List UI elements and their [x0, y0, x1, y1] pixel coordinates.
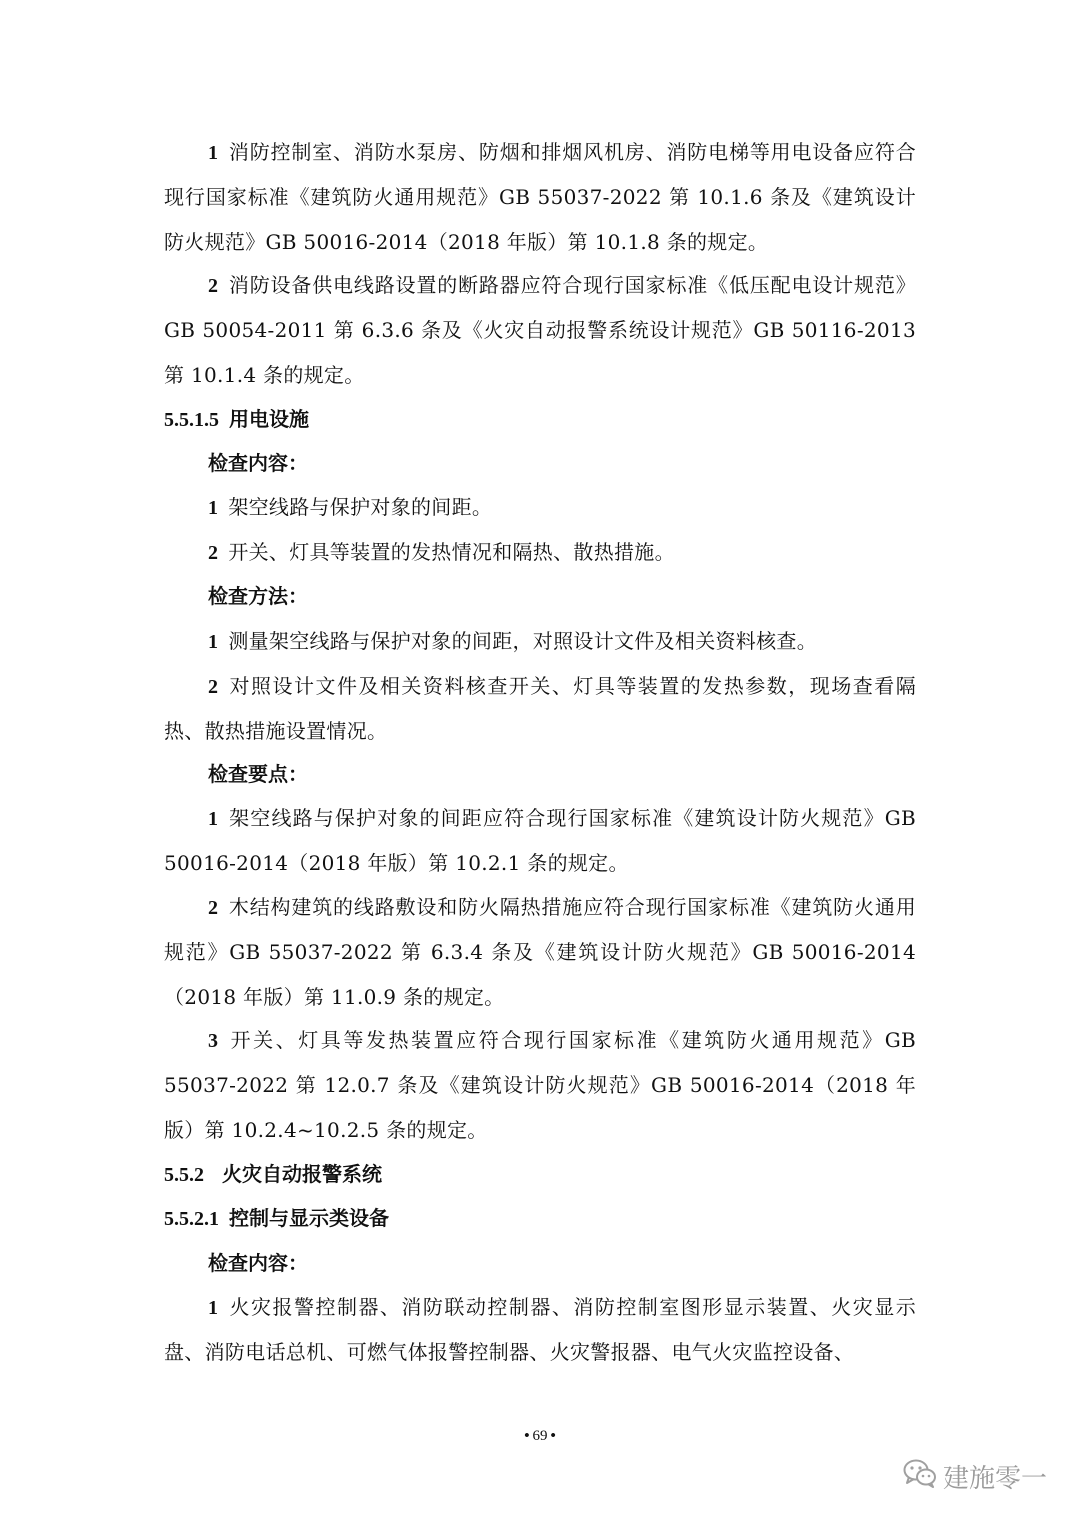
- watermark-text: 建施零一: [943, 1463, 1048, 1494]
- item-number: 2: [208, 676, 219, 698]
- item-number: 1: [208, 631, 219, 653]
- item-text: 开关、灯具等发热装置应符合现行国家标准《建筑防火通用规范》GB 55037-2022 第 12.0.7 条及《建筑设计防火规范》GB 50016-2014（2018 年版）第 10.2.4~10.2.5 条的规定。: [164, 1028, 916, 1142]
- item-text: 消防设备供电线路设置的断路器应符合现行国家标准《低压配电设计规范》GB 50054-2011 第 6.3.6 条及《火灾自动报警系统设计规范》GB 50116-2013 第 10.1.4 条的规定。: [164, 273, 916, 387]
- list-item: [164, 1018, 916, 1152]
- subheading: 检查内容：: [208, 1251, 308, 1275]
- item-number: 1: [208, 1297, 219, 1319]
- list-item: [164, 885, 916, 1019]
- section-title: 用电设施: [229, 407, 309, 431]
- item-number: 1: [208, 497, 219, 519]
- item-number: 2: [208, 542, 219, 564]
- section-heading: [164, 1196, 389, 1241]
- section-number: 5.5.2: [164, 1164, 204, 1186]
- watermark: [903, 1456, 1047, 1496]
- list-item: [164, 263, 916, 397]
- subheading: 检查方法：: [208, 584, 308, 608]
- list-item: [164, 130, 916, 264]
- item-text: 测量架空线路与保护对象的间距，对照设计文件及相关资料核查。: [228, 629, 818, 653]
- subheading: 检查内容：: [208, 451, 308, 475]
- page-number-dot-right: •: [550, 1428, 556, 1444]
- item-number: 1: [208, 142, 219, 164]
- section-number: 5.5.2.1: [164, 1208, 219, 1230]
- item-text: 对照设计文件及相关资料核查开关、灯具等装置的发热参数，现场查看隔热、散热措施设置情况。: [164, 674, 916, 744]
- section-title: 火灾自动报警系统: [222, 1162, 382, 1186]
- item-text: 架空线路与保护对象的间距。: [228, 495, 493, 519]
- section-heading: [164, 1152, 382, 1197]
- list-item: [164, 485, 916, 530]
- section-heading: [164, 397, 309, 442]
- item-number: 2: [208, 897, 219, 919]
- list-item: [164, 530, 916, 575]
- item-text: 火灾报警控制器、消防联动控制器、消防控制室图形显示装置、火灾显示盘、消防电话总机、可燃气体报警控制器、火灾警报器、电气火灾监控设备、: [164, 1295, 916, 1365]
- page-number-dot-left: •: [524, 1428, 530, 1444]
- subheading: 检查要点：: [208, 762, 308, 786]
- page-number: [0, 1428, 1080, 1445]
- item-text: 木结构建筑的线路敷设和防火隔热措施应符合现行国家标准《建筑防火通用规范》GB 55037-2022 第 6.3.4 条及《建筑设计防火规范》GB 50016-2014（2018 年版）第 11.0.9 条的规定。: [164, 895, 916, 1009]
- item-text: 消防控制室、消防水泵房、防烟和排烟风机房、消防电梯等用电设备应符合现行国家标准《建筑防火通用规范》GB 55037-2022 第 10.1.6 条及《建筑设计防火规范》GB 50016-2014（2018 年版）第 10.1.8 条的规定。: [164, 140, 916, 254]
- item-number: 1: [208, 808, 219, 830]
- list-item: [164, 1285, 916, 1375]
- list-item: [164, 664, 916, 754]
- list-item: [164, 619, 916, 664]
- page-number-value: 69: [532, 1428, 548, 1444]
- item-number: 2: [208, 275, 219, 297]
- wechat-icon: [903, 1458, 943, 1495]
- item-number: 3: [208, 1030, 219, 1052]
- section-number: 5.5.1.5: [164, 409, 219, 431]
- item-text: 架空线路与保护对象的间距应符合现行国家标准《建筑设计防火规范》GB 50016-2014（2018 年版）第 10.2.1 条的规定。: [164, 806, 916, 876]
- section-title: 控制与显示类设备: [229, 1206, 389, 1230]
- item-text: 开关、灯具等装置的发热情况和隔热、散热措施。: [228, 540, 675, 564]
- list-item: [164, 796, 916, 886]
